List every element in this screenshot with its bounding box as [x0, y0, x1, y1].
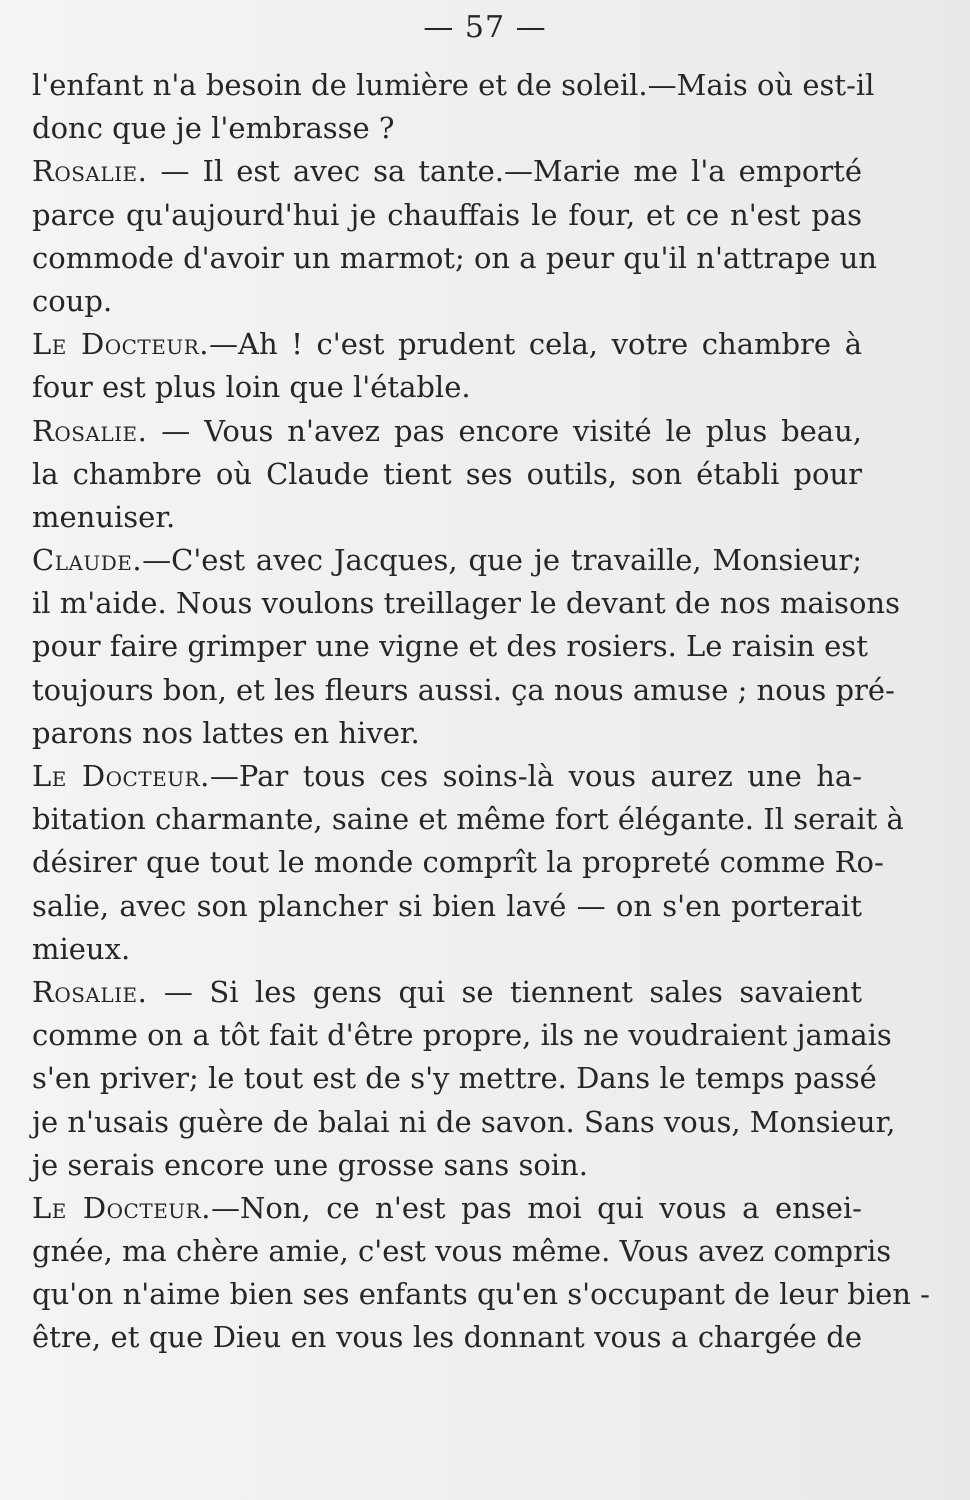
line-text: pour faire grimper une vigne et des rosiers. Le raisin est [32, 629, 868, 664]
text-line [32, 323, 862, 366]
text-line [32, 150, 862, 193]
text-line [32, 237, 877, 280]
text-body [32, 64, 930, 1360]
text-line [32, 366, 862, 409]
line-text: toujours bon, et les fleurs aussi. ça nous amuse ; nous pré- [32, 672, 895, 707]
text-line [32, 841, 884, 884]
speaker-name: Rosalie. [32, 974, 148, 1009]
speaker-name: Le Docteur. [32, 327, 209, 362]
line-text: parce qu'aujourd'hui je chauffais le four, et ce n'est pas [32, 197, 862, 232]
text-line [32, 1230, 892, 1273]
text-line [32, 280, 862, 323]
line-text: être, et que Dieu en vous les donnant vous a chargée de [32, 1320, 862, 1355]
text-line [32, 625, 868, 668]
text-line [32, 64, 875, 107]
line-text: je serais encore une grosse sans soin. [32, 1147, 588, 1182]
text-line [32, 410, 862, 453]
text-line [32, 712, 862, 755]
text-line [32, 1316, 862, 1359]
speaker-name: Le Docteur. [32, 1190, 211, 1225]
line-text: — Il est avec sa tante.—Marie me l'a emporté [147, 154, 862, 189]
line-text: parons nos lattes en hiver. [32, 715, 420, 750]
line-text: désirer que tout le monde comprît la propreté comme Ro- [32, 845, 884, 880]
line-text: il m'aide. Nous voulons treillager le devant de nos maisons [32, 586, 900, 621]
line-text: four est plus loin que l'étable. [32, 370, 471, 405]
speaker-name: Le Docteur. [32, 759, 210, 793]
line-text: comme on a tôt fait d'être propre, ils ne voudraient jamais [32, 1018, 892, 1053]
text-line [32, 971, 862, 1014]
speaker-name: Claude. [32, 543, 143, 578]
line-text: —Par tous ces soins-là vous aurez une ha- [209, 759, 862, 793]
text-line [32, 194, 862, 237]
page-number: — 57 — [423, 10, 547, 45]
line-text: menuiser. [32, 499, 176, 534]
line-text: —Ah ! c'est prudent cela, votre chambre à [209, 327, 862, 362]
line-text: commode d'avoir un marmot; on a peur qu'il n'attrape un [32, 240, 877, 275]
line-text: — Vous n'avez pas encore visité le plus beau, [147, 413, 862, 448]
text-line [32, 1101, 896, 1144]
line-text: donc que je l'embrasse ? [32, 111, 395, 146]
line-text: salie, avec son plancher si bien lavé — on s'en porterait [32, 888, 862, 923]
text-line [32, 107, 862, 150]
text-line [32, 755, 862, 798]
text-line [32, 582, 900, 625]
speaker-name: Rosalie. [32, 413, 148, 448]
text-line [32, 928, 862, 971]
text-line [32, 669, 895, 712]
text-line [32, 1057, 877, 1100]
line-text: bitation charmante, saine et même fort élégante. Il serait à [32, 802, 904, 837]
line-text: l'enfant n'a besoin de lumière et de soleil.—Mais où est-il [32, 68, 875, 102]
text-line [32, 1144, 862, 1187]
line-text: —C'est avec Jacques, que je travaille, Monsieur; [142, 543, 862, 578]
text-line [32, 885, 862, 928]
line-text: la chambre où Claude tient ses outils, son établi pour [32, 456, 862, 491]
line-text: je n'usais guère de balai ni de savon. Sans vous, Monsieur, [32, 1104, 896, 1139]
line-text: qu'on n'aime bien ses enfants qu'en s'occupant de leur bien - [32, 1277, 930, 1312]
text-line [32, 798, 904, 841]
line-text: s'en priver; le tout est de s'y mettre. Dans le temps passé [32, 1061, 877, 1096]
line-text: gnée, ma chère amie, c'est vous même. Vous avez compris [32, 1234, 892, 1269]
text-line [32, 1273, 930, 1316]
text-line [32, 1187, 862, 1230]
text-line [32, 453, 862, 496]
speaker-name: Rosalie. [32, 154, 148, 189]
line-text: mieux. [32, 931, 131, 966]
text-line [32, 496, 862, 539]
text-line [32, 539, 862, 582]
text-line [32, 1014, 892, 1057]
line-text: — Si les gens qui se tiennent sales savaient [147, 974, 862, 1009]
line-text: —Non, ce n'est pas moi qui vous a ensei- [210, 1190, 862, 1225]
line-text: coup. [32, 283, 113, 318]
